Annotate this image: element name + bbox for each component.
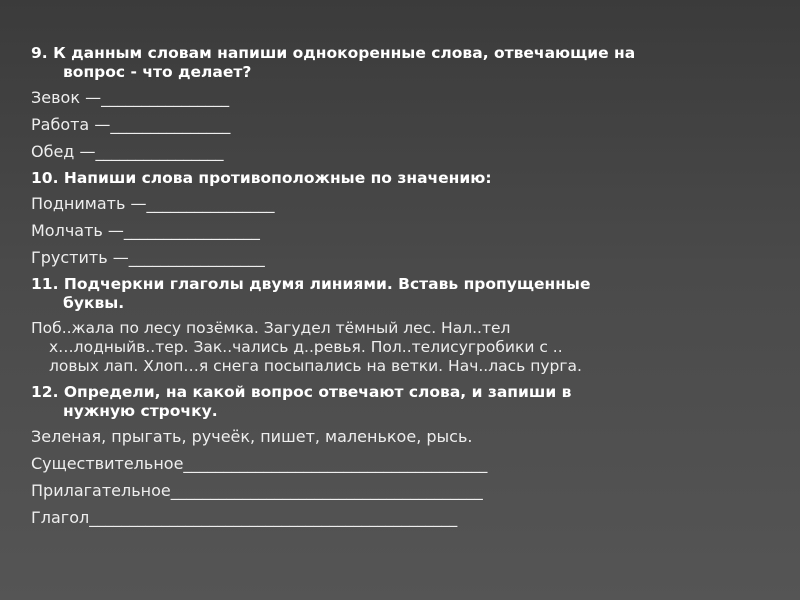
task-10-item: Молчать —_________________ bbox=[31, 221, 260, 240]
task-12-row-noun: Существительное______________________________________ bbox=[31, 454, 488, 473]
task-11-title-line1: 11. Подчеркни глаголы двумя линиями. Вставь пропущенные bbox=[31, 275, 591, 293]
task-12-row-verb: Глагол______________________________________________ bbox=[31, 508, 458, 527]
task-11-title-line2: буквы. bbox=[63, 294, 125, 312]
task-10-item: Грустить —_________________ bbox=[31, 248, 265, 267]
task-11-text bbox=[31, 319, 761, 376]
task-9-item: Обед —________________ bbox=[31, 142, 224, 161]
task-9-item: Работа —_______________ bbox=[31, 115, 231, 134]
task-11-text-line3: ловых лап. Хлоп…я снега посыпались на ветки. Нач..лась пурга. bbox=[49, 357, 582, 375]
task-9-heading bbox=[31, 44, 761, 82]
task-10-item: Поднимать —________________ bbox=[31, 194, 275, 213]
task-9-title-line1: 9. К данным словам напиши однокоренные слова, отвечающие на bbox=[31, 44, 636, 62]
task-9-title-line2: вопрос - что делает? bbox=[63, 63, 252, 81]
task-12-heading bbox=[31, 383, 761, 421]
task-10-title: 10. Напиши слова противоположные по значению: bbox=[31, 169, 492, 187]
task-12-words: Зеленая, прыгать, ручеёк, пишет, маленькое, рысь. bbox=[31, 427, 473, 446]
task-9-item: Зевок —________________ bbox=[31, 88, 230, 107]
task-12-title-line2: нужную строчку. bbox=[63, 402, 218, 420]
task-11-heading bbox=[31, 275, 761, 313]
task-12-title-line1: 12. Определи, на какой вопрос отвечают слова, и запиши в bbox=[31, 383, 572, 401]
task-12-row-adjective: Прилагательное_______________________________________ bbox=[31, 481, 483, 500]
task-11-text-line1: Поб..жала по лесу позёмка. Загудел тёмный лес. Нал..тел bbox=[31, 319, 511, 337]
task-10-heading bbox=[31, 169, 761, 188]
task-11-text-line2: х…лодныйв..тер. Зак..чались д..ревья. Пол..телисугробики с .. bbox=[49, 338, 563, 356]
worksheet-content bbox=[31, 44, 761, 535]
